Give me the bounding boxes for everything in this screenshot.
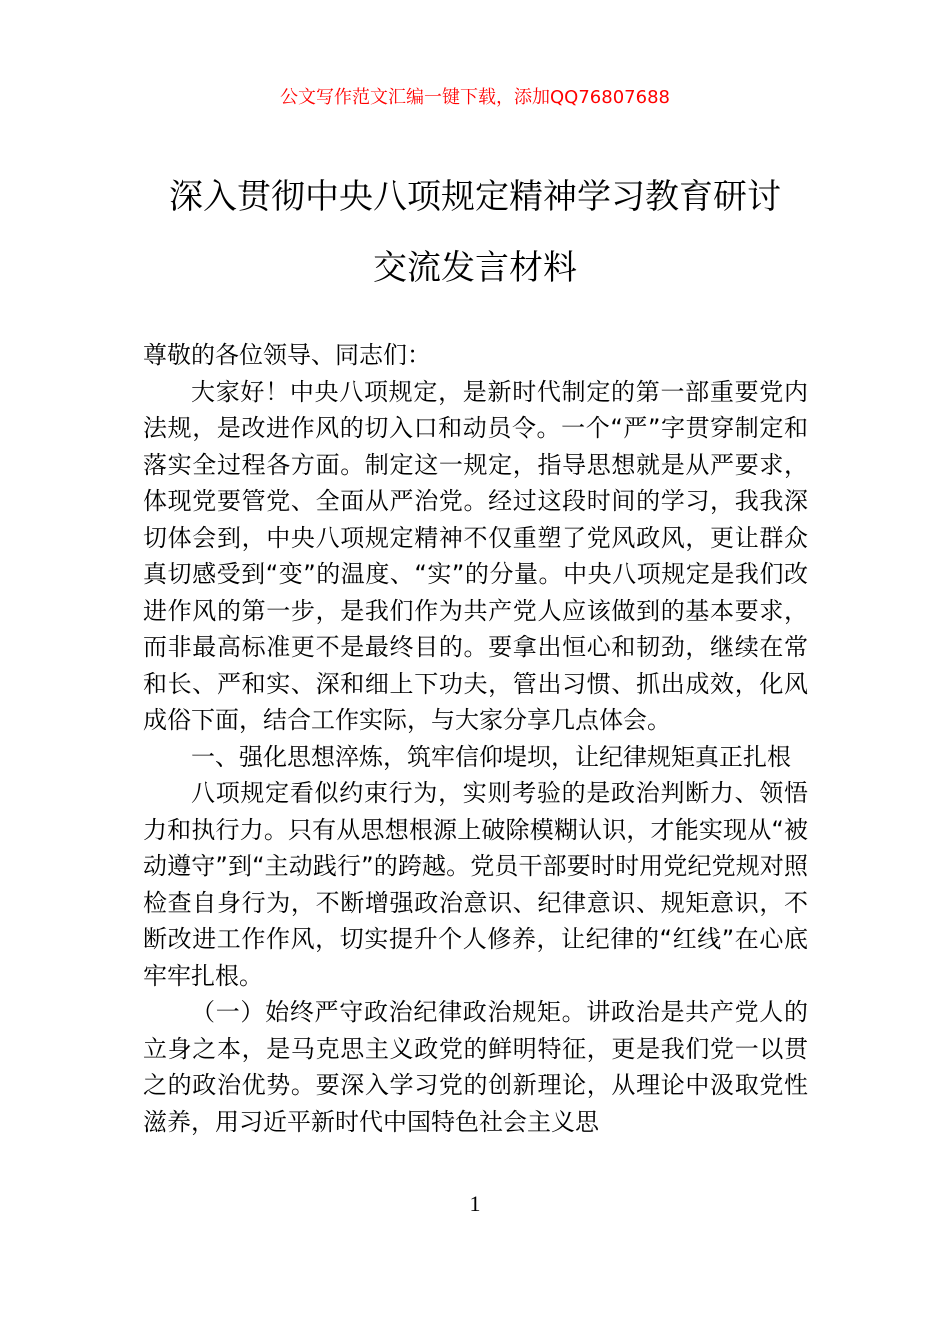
page-number: 1: [469, 1191, 481, 1216]
document-title-line-1: 深入贯彻中央八项规定精神学习教育研讨: [169, 177, 781, 217]
document-body: [143, 337, 808, 1140]
paragraph-section-1: 八项规定看似约束行为，实则考验的是政治判断力、领悟力和执行力。只有从思想根源上破除模糊认识，才能实现从“被动遵守”到“主动践行”的跨越。党员干部要时时用党纪党规对照检查自身行为，不断增强政治意识、纪律意识、规矩意识，不断改进工作作风，切实提升个人修养，让纪律的“红线”在心底牢牢扎根。: [143, 779, 808, 990]
download-notice: 公文写作范文汇编一键下载，添加QQ76807688: [280, 87, 670, 108]
paragraph-intro: 大家好！中央八项规定，是新时代制定的第一部重要党内法规，是改进作风的切入口和动员令。一个“严”字贯穿制定和落实全过程各方面。制定这一规定，指导思想就是从严要求，体现党要管党、全面从严治党。经过这段时间的学习，我我深切体会到，中央八项规定精神不仅重塑了党风政风，更让群众真切感受到“变”的温度、“实”的分量。中央八项规定是我们改进作风的第一步，是我们作为共产党人应该做到的基本要求，而非最高标准更不是最终目的。要拿出恒心和韧劲，继续在常和长、严和实、深和细上下功夫，管出习惯、抓出成效，化风成俗下面，结合工作实际，与大家分享几点体会。: [143, 377, 808, 734]
paragraph-subsection-1: （一）始终严守政治纪律政治规矩。讲政治是共产党人的立身之本，是马克思主义政党的鲜明特征，更是我们党一以贯之的政治优势。要深入学习党的创新理论，从理论中汲取党性滋养，用习近平新时代中国特色社会主义思: [143, 998, 808, 1136]
salutation: 尊敬的各位领导、同志们：: [143, 341, 431, 369]
section-heading-1: 一、强化思想淬炼，筑牢信仰堤坝，让纪律规矩真正扎根: [191, 742, 791, 771]
document-title-line-2: 交流发言材料: [373, 248, 577, 288]
